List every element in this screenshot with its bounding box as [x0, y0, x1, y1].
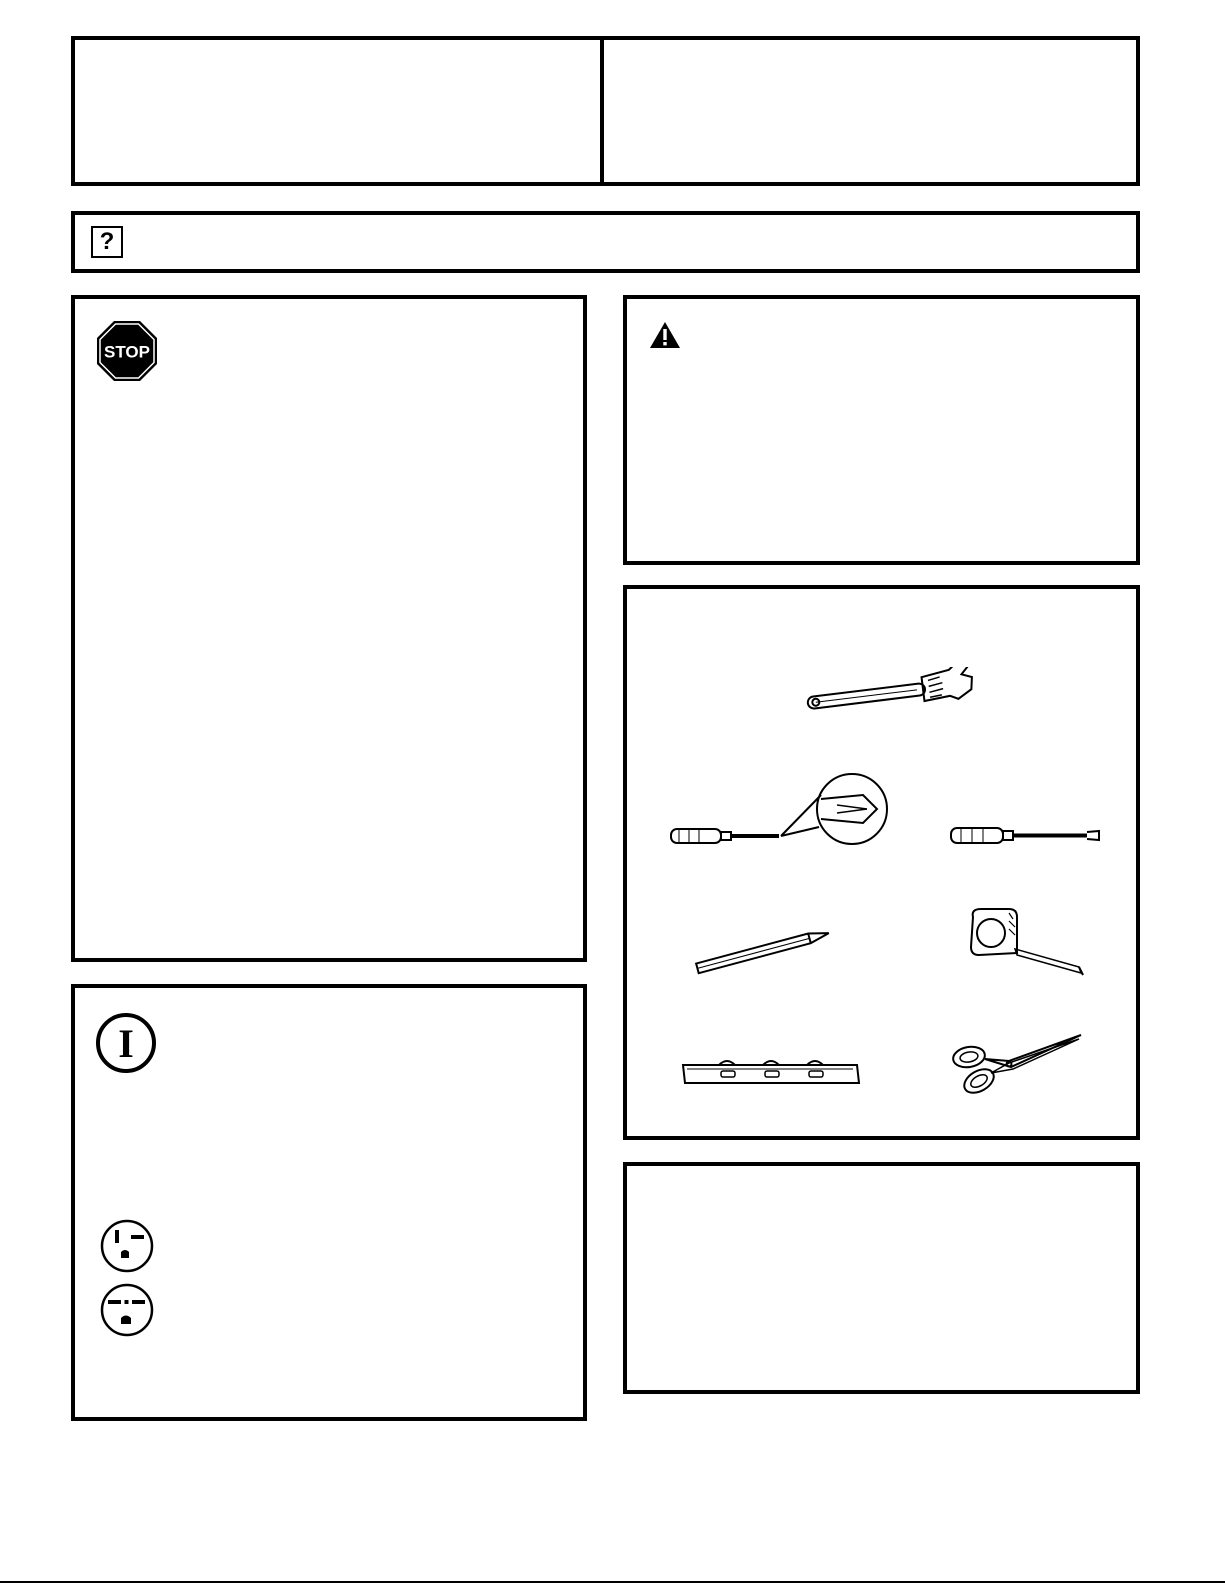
adjustable-wrench-icon — [801, 667, 981, 715]
notes-panel — [623, 1162, 1140, 1394]
info-panel — [71, 984, 587, 1421]
20-amp-outlet-icon — [99, 1282, 155, 1338]
flat-blade-screwdriver-icon — [947, 819, 1107, 853]
phillips-screwdriver-icon — [667, 769, 897, 859]
level-icon — [679, 1053, 863, 1089]
tape-measure-icon — [967, 905, 1097, 977]
page-bottom-rule — [0, 1581, 1225, 1583]
stop-sign-label: STOP — [104, 342, 150, 362]
question-bar — [71, 211, 1140, 273]
header-block — [71, 36, 1140, 186]
info-icon-letter: I — [118, 1021, 134, 1066]
stop-sign-icon — [95, 319, 159, 383]
info-icon — [95, 1012, 157, 1074]
pencil-icon — [691, 925, 841, 975]
scissors-icon — [947, 1029, 1087, 1101]
15-amp-outlet-icon — [99, 1218, 155, 1274]
warning-panel — [623, 295, 1140, 565]
header-divider — [600, 38, 604, 184]
warning-triangle-icon — [649, 321, 681, 349]
question-icon: ? — [91, 226, 123, 258]
tools-panel — [623, 585, 1140, 1140]
stop-panel — [71, 295, 587, 962]
